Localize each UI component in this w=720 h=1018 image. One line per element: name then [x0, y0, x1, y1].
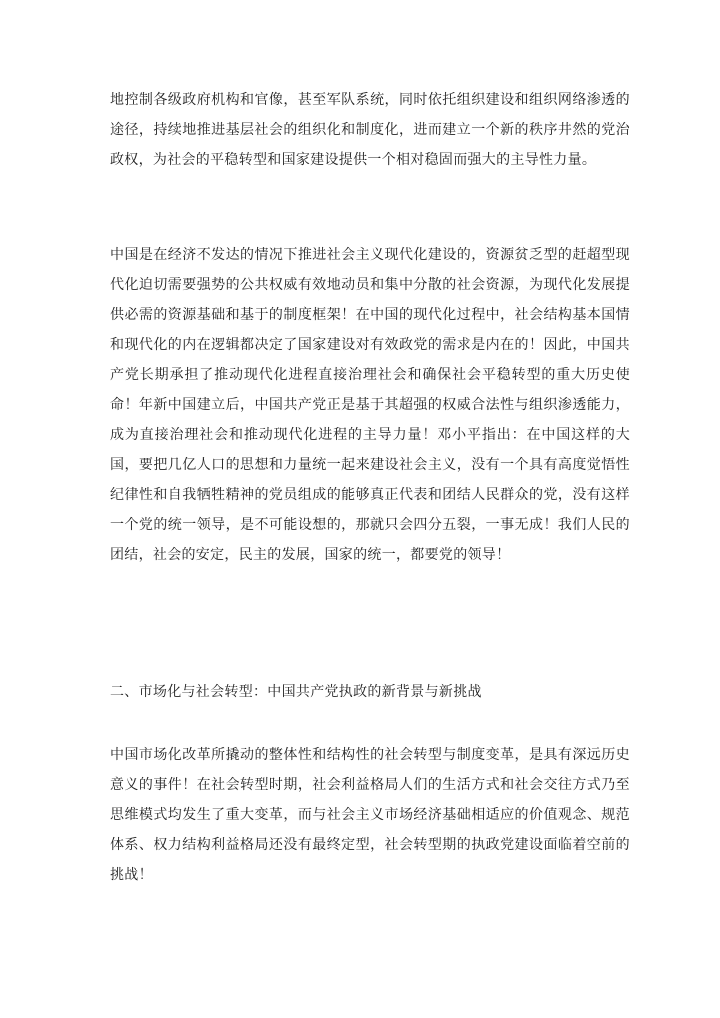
body-paragraph-3: 中国市场化改革所撬动的整体性和结构性的社会转型与制度变革，是具有深远历史意义的事件！在社会转型时期，社会利益格局人们的生活方式和社会交往方式乃至思维模式均发生了重大变革，而与社会主义市场经济基础相适应的价值观念、规范体系、权力结构利益格局还没有最终定型，社会转型期的执政党建设面临着空前的挑战！ — [110, 747, 630, 883]
body-paragraph-2: 中国是在经济不发达的情况下推进社会主义现代化建设的，资源贫乏型的赶超型现代化迫切需要强势的公共权威有效地动员和集中分散的社会资源，为现代化发展提供必需的资源基础和基于的制度框架！在中国的现代化过程中，社会结构基本国情和现代化的内在逻辑都决定了国家建设对有效政党的需求是内在的！因此，中国共产党长期承担了推动现代化进程直接治理社会和确保社会平稳转型的重大历史使命！年新中国建立后，中国共产党正是基于其超强的权威合法性与组织渗透能力，成为直接治理社会和推动现代化进程的主导力量！邓小平指出：在中国这样的大国，要把几亿人口的思想和力量统一起来建设社会主义，没有一个具有高度觉悟性纪律性和自我牺牲精神的党员组成的能够真正代表和团结人民群众的党，没有这样一个党的统一领导，是不可能设想的，那就只会四分五裂，一事无成！我们人民的团结，社会的安定，民主的发展，国家的统一，都要党的领导！ — [110, 247, 630, 563]
body-paragraph-1: 地控制各级政府机构和官像，甚至军队系统，同时依托组织建设和组织网络渗透的途径，持续地推进基层社会的组织化和制度化，进而建立一个新的秩序井然的党治政权，为社会的平稳转型和国家建设提供一个相对稳固而强大的主导性力量。 — [110, 92, 630, 168]
section-heading: 二、市场化与社会转型：中国共产党执政的新背景与新挑战 — [110, 684, 482, 700]
